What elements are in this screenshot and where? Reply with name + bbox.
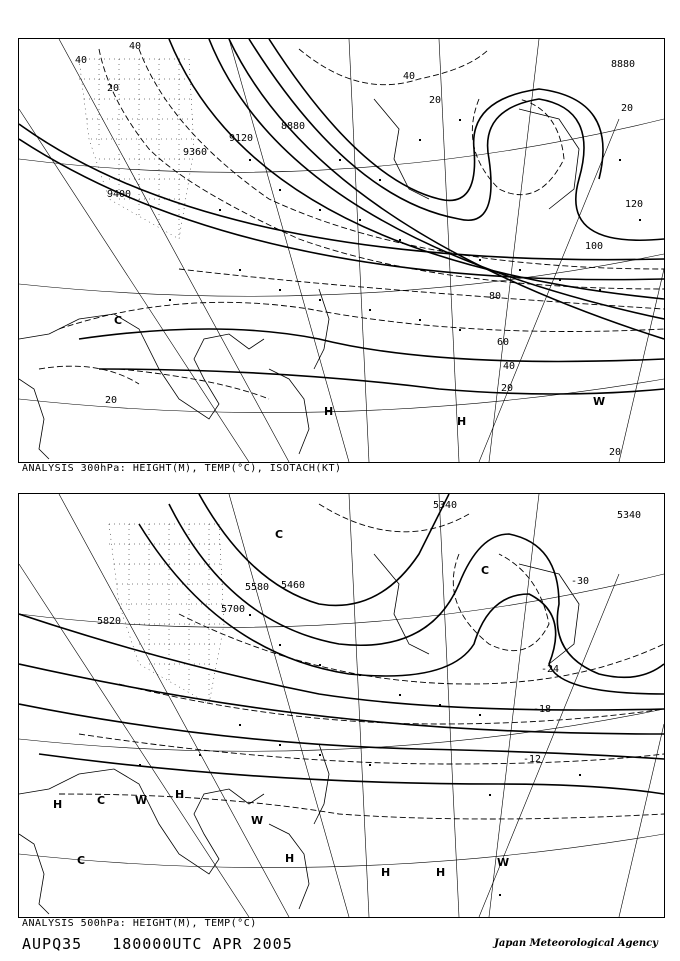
map-300hpa bbox=[18, 38, 665, 463]
isotherm-label: -12 bbox=[523, 754, 542, 765]
isotach-label: 40 bbox=[503, 361, 516, 372]
isotherm-label: -24 bbox=[541, 664, 560, 675]
high-pressure-marker: H bbox=[457, 415, 467, 428]
high-pressure-marker: H bbox=[285, 852, 295, 865]
high-pressure-marker: H bbox=[324, 405, 334, 418]
map-500hpa-chart bbox=[19, 494, 664, 917]
low-pressure-marker: C bbox=[97, 794, 106, 807]
height-label: 5820 bbox=[97, 616, 122, 627]
height-label: 5580 bbox=[245, 582, 270, 593]
graticule bbox=[19, 494, 664, 917]
map-300hpa-chart bbox=[19, 39, 664, 462]
isotach-label: 20 bbox=[501, 383, 514, 394]
isotach-label: 120 bbox=[625, 199, 644, 210]
isotherm-label: -18 bbox=[533, 704, 552, 715]
height-label: 8880 bbox=[281, 121, 306, 132]
low-pressure-marker: C bbox=[77, 854, 86, 867]
low-pressure-marker: C bbox=[275, 528, 284, 541]
isotach-label: 20 bbox=[429, 95, 442, 106]
height-label: 5700 bbox=[221, 604, 246, 615]
isotach-label: 40 bbox=[403, 71, 416, 82]
warm-marker: W bbox=[497, 856, 510, 869]
isotach-label: 40 bbox=[129, 41, 142, 52]
height-label: 5460 bbox=[281, 580, 306, 591]
map-500hpa bbox=[18, 493, 665, 918]
caption-500hpa: ANALYSIS 500hPa: HEIGHT(M), TEMP(°C) bbox=[22, 918, 257, 929]
isotherm-label: -30 bbox=[571, 576, 590, 587]
isotach-label: 60 bbox=[497, 337, 510, 348]
highland-hatch bbox=[109, 524, 224, 704]
coastlines bbox=[19, 99, 579, 459]
agency-credit: Japan Meteorological Agency bbox=[494, 938, 658, 949]
isotach-label: 100 bbox=[585, 241, 604, 252]
height-label: 9360 bbox=[183, 147, 208, 158]
isotach-label: 40 bbox=[75, 55, 88, 66]
warm-marker: W bbox=[135, 794, 148, 807]
high-pressure-marker: H bbox=[381, 866, 391, 879]
height-label: 5340 bbox=[433, 500, 458, 511]
caption-300hpa: ANALYSIS 300hPa: HEIGHT(M), TEMP(°C), ISOTACH(KT) bbox=[22, 463, 342, 474]
station-plots bbox=[139, 614, 581, 896]
valid-time: 180000UTC APR 2005 bbox=[112, 935, 293, 953]
warm-marker: W bbox=[251, 814, 264, 827]
height-label: 5340 bbox=[617, 510, 642, 521]
product-line bbox=[22, 935, 323, 953]
high-pressure-marker: H bbox=[53, 798, 63, 811]
isotach-label: 20 bbox=[609, 447, 622, 458]
coastlines bbox=[19, 554, 579, 914]
isotach-label: 20 bbox=[107, 83, 120, 94]
product-code: AUPQ35 bbox=[22, 935, 83, 953]
low-pressure-marker: C bbox=[114, 314, 123, 327]
station-plots bbox=[169, 119, 644, 331]
isotach-label: 20 bbox=[105, 395, 118, 406]
high-pressure-marker: H bbox=[175, 788, 185, 801]
height-label: 8880 bbox=[611, 59, 636, 70]
warm-marker: W bbox=[593, 395, 606, 408]
height-label: 9120 bbox=[229, 133, 254, 144]
highland-hatch bbox=[79, 59, 194, 239]
high-pressure-marker: H bbox=[436, 866, 446, 879]
isotach-label: 80 bbox=[489, 291, 502, 302]
low-pressure-marker: C bbox=[481, 564, 490, 577]
isotach-label: 20 bbox=[621, 103, 634, 114]
height-label: 9400 bbox=[107, 189, 132, 200]
